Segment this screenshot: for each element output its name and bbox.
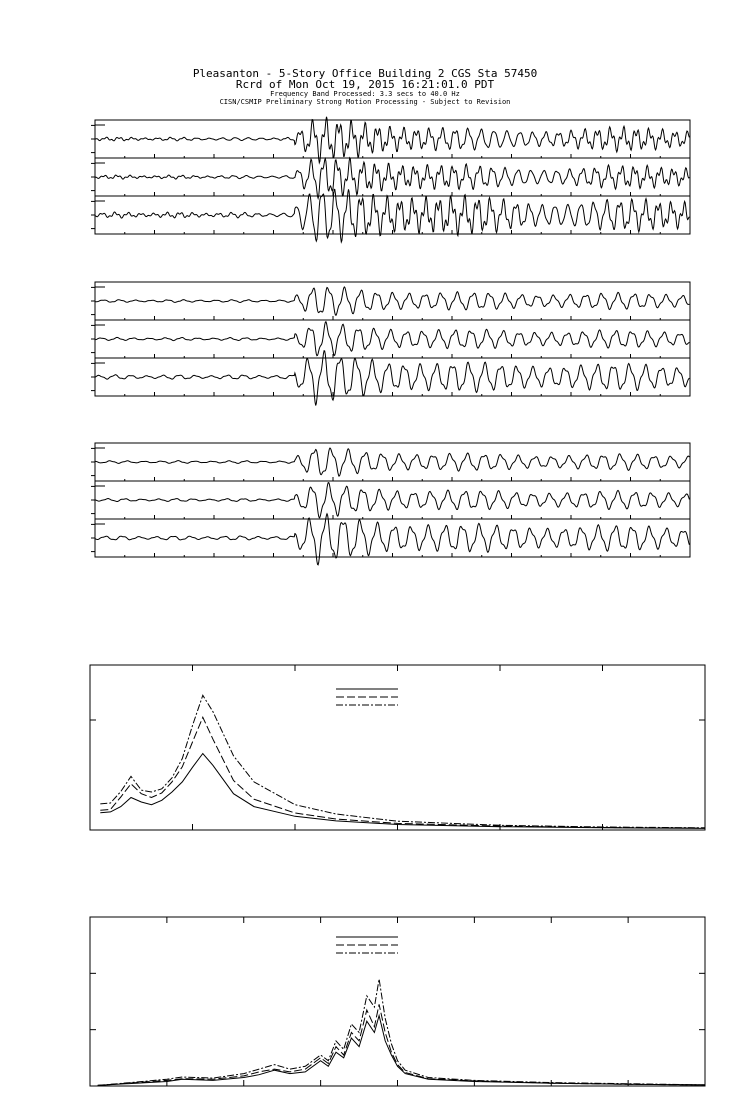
acceleration-channel-1 (91, 117, 690, 163)
displacement-panel (91, 443, 690, 565)
spectral-acceleration-panel (90, 665, 705, 830)
series-line-1 (98, 1016, 705, 1086)
header-record: Rcrd of Mon Oct 19, 2015 16:21:01.0 PDT (235, 78, 495, 91)
trace-line (95, 351, 689, 406)
series-line-2 (100, 717, 705, 828)
displacement-channel-3 (91, 514, 690, 565)
header (193, 67, 537, 106)
displacement-channel-2 (91, 481, 690, 519)
time-history-panels (91, 117, 690, 565)
displacement-channel-1 (91, 443, 690, 481)
acceleration-channel-3 (91, 189, 690, 242)
trace-line (95, 448, 689, 476)
trace-line (95, 287, 689, 315)
header-note: CISN/CSMIP Preliminary Strong Motion Processing - Subject to Revision (219, 98, 511, 106)
series-line-2 (98, 1004, 705, 1085)
fourier-spectrum-panel (90, 917, 705, 1086)
acceleration-channel-2 (91, 158, 690, 199)
series-line-3 (100, 695, 705, 828)
velocity-panel (91, 282, 690, 406)
series-line-1 (100, 754, 705, 829)
velocity-channel-1 (91, 282, 690, 320)
channel-frame (95, 481, 690, 519)
header-band: Frequency Band Processed: 3.3 secs to 40.0 Hz (270, 90, 460, 98)
trace-line (95, 483, 689, 518)
channel-frame (95, 519, 690, 557)
velocity-channel-2 (91, 320, 690, 358)
velocity-channel-3 (91, 351, 690, 406)
trace-line (95, 322, 689, 356)
acceleration-panel (91, 117, 690, 242)
header-title: Pleasanton - 5-Story Office Building 2 CGS Sta 57450 (192, 67, 538, 80)
channel-frame (95, 282, 690, 320)
plot-frame (90, 665, 705, 830)
